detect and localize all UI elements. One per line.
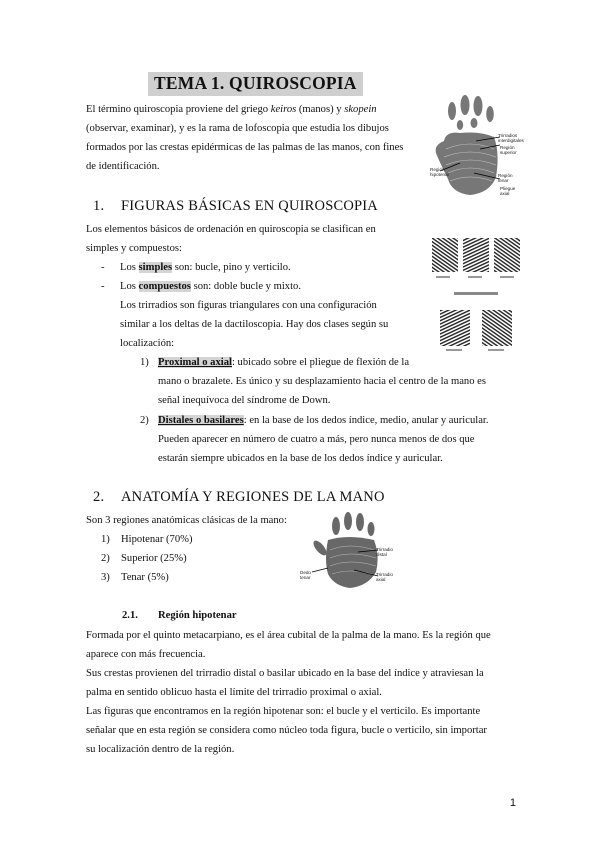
label-region-superior-1: Región <box>500 145 515 150</box>
section-2-heading: ANATOMÍA Y REGIONES DE LA MANO <box>121 489 385 505</box>
hand-regions-figure <box>430 93 524 205</box>
label-trirradio-axial-1: Trirradio <box>376 572 393 577</box>
intro-paragraph <box>86 100 416 176</box>
label-region-tenar-2: tenar <box>498 178 509 183</box>
intro-line-3: formados por las crestas epidérmicas de las palmas de las manos, con fines <box>86 142 404 153</box>
bullet-dash-2: - <box>101 281 105 292</box>
item-1-line-2: mano o brazalete. Es único y su desplazamiento hacia el centro de la mano es <box>158 376 486 387</box>
hand-trirradios-figure <box>298 512 410 592</box>
subsection-2-1-number: 2.1. <box>122 610 138 621</box>
intro-line-2: (observar, examinar), y es la rama de lofoscopia que estudia los dibujos <box>86 123 389 134</box>
label-tenar: tenar <box>300 575 311 580</box>
item-1-line-3: señal inequívoca del síndrome de Down. <box>158 395 331 406</box>
hip-line-1: Formada por el quinto metacarpiano, es el área cubital de la palma de la mano. Es la región que <box>86 630 491 641</box>
hip-line-7: su localización dentro de la región. <box>86 744 235 755</box>
section-2-number: 2. <box>93 489 105 505</box>
page-title: TEMA 1. QUIROSCOPIA <box>148 72 363 96</box>
s1-line-2: simples y compuestos: <box>86 243 182 254</box>
label-region-superior-2: superior <box>500 150 517 155</box>
label-region-tenar-1: Región <box>498 173 513 178</box>
region-item-3: 3) Tenar (5%) <box>101 572 169 583</box>
hand-trirradios-image <box>298 512 410 592</box>
trirradios-paragraph <box>120 296 420 353</box>
intro-line-4: de identificación. <box>86 161 160 172</box>
item-1-number: 1) <box>140 357 149 368</box>
region-item-1: 1) Hipotenar (70%) <box>101 534 193 545</box>
section-2-intro: Son 3 regiones anatómicas clásicas de la mano: <box>86 515 287 526</box>
label-trirradios: Trirradios <box>498 133 518 138</box>
section-1-number: 1. <box>93 198 105 214</box>
label-interdigitales: interdigitales <box>498 138 524 143</box>
item-1-rest <box>158 372 514 410</box>
page-number: 1 <box>509 797 516 809</box>
hip-line-5: Las figuras que encontramos en la región hipotenar son: el bucle y el verticilo. Es importante <box>86 706 481 717</box>
item-2-line-2: Pueden aparecer en número de cuatro a más, pero nunca menos de dos que <box>158 434 475 445</box>
hip-line-2: aparece con más frecuencia. <box>86 649 206 660</box>
hip-line-6: señalar que en esta región se considera como núcleo toda figura, bucle o verticilo, sin importar <box>86 725 487 736</box>
item-2-line-1: Distales o basilares: en la base de los dedos índice, medio, anular y auricular. <box>158 415 489 426</box>
intro-line-1: El término quiroscopia proviene del griego keiros (manos) y skopein <box>86 104 377 115</box>
regions-list <box>101 530 192 587</box>
section-1-heading: FIGURAS BÁSICAS EN QUIROSCOPIA <box>121 198 378 214</box>
item-2-number: 2) <box>140 415 149 426</box>
hip-line-4: palma en sentido oblicuo hasta el límite del trirradio proximal o axial. <box>86 687 382 698</box>
label-trirradio-distal-2: distal <box>376 552 387 557</box>
item-2-text <box>158 411 514 468</box>
s1-line-1: Los elementos básicos de ordenación en quiroscopia se clasifican en <box>86 224 376 235</box>
label-region-hipotenar-2: hipotenar <box>430 172 450 177</box>
label-trirradio-axial-2: axial <box>376 577 386 582</box>
hip-line-3: Sus crestas provienen del trirradio distal o basilar ubicado en la base del índice y atraviesan la <box>86 668 484 679</box>
tri-line-2: similar a los deltas de la dactiloscopia. Hay dos clases según su <box>120 319 389 330</box>
section-1-paragraph <box>86 220 420 258</box>
item-1-line-1: Proximal o axial: ubicado sobre el pliegue de flexión de la <box>158 357 410 368</box>
bullet-simples: Los simples son: bucle, pino y verticilo. <box>120 262 291 273</box>
item-2-line-3: estarán siempre ubicados en la base de los dedos índice y auricular. <box>158 453 443 464</box>
hipotenar-paragraph <box>86 626 516 759</box>
label-region-hipotenar-1: Región <box>430 167 445 172</box>
label-dedo: Dedo <box>300 570 311 575</box>
tri-line-3: localización: <box>120 338 175 349</box>
label-pliegue-1: Pliegue <box>500 186 516 191</box>
region-item-2: 2) Superior (25%) <box>101 553 187 564</box>
fingerprint-patterns-figure <box>430 232 522 356</box>
label-trirradio-distal-1: Trirradio <box>376 547 393 552</box>
tri-line-1: Los trirradios son figuras triangulares con una configuración <box>120 300 377 311</box>
bullet-dash-1: - <box>101 262 105 273</box>
label-pliegue-2: axial <box>500 191 510 196</box>
subsection-2-1-heading: Región hipotenar <box>158 610 237 621</box>
bullet-compuestos: Los compuestos son: doble bucle y mixto. <box>120 281 301 292</box>
fingerprint-patterns-image <box>430 232 522 356</box>
